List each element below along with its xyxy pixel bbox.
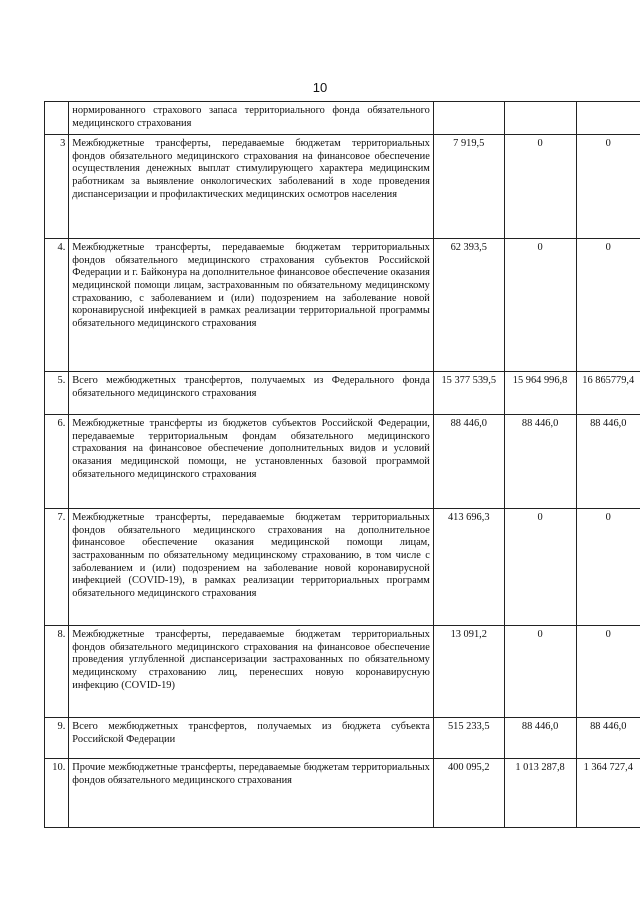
row-value-3: 0: [576, 626, 640, 718]
row-number: 10.: [45, 759, 69, 828]
table-row: [45, 759, 640, 828]
row-value-3: 0: [576, 239, 640, 372]
row-number: 9.: [45, 718, 69, 759]
table-row: [45, 239, 640, 372]
row-value-1: [433, 102, 504, 135]
row-description: Межбюджетные трансферты, передаваемые бюджетам территориальных фондов обязательного медицинского страхования на дополнительное финансовое обеспечение оказания медицинской помощи лицам, застрахованным по обязательному медицинскому страхованию, в том числе с заболеванием и (или) подозрением на заболевание новой коронавирусной инфекцией (COVID-19), в рамках реализации территориальных программ обязательного медицинского страхования: [69, 509, 434, 626]
row-value-2: 0: [504, 239, 576, 372]
row-description: Межбюджетные трансферты из бюджетов субъектов Российской Федерации, передаваемые территориальным фондам обязательного медицинского страхования на финансовое обеспечение дополнительных видов и условий оказания медицинской помощи, не установленных базовой программой обязательного медицинского страхования: [69, 415, 434, 509]
row-description: Всего межбюджетных трансфертов, получаемых из Федерального фонда обязательного медицинского страхования: [69, 372, 434, 415]
row-value-3: 88 446,0: [576, 415, 640, 509]
row-value-2: 88 446,0: [504, 415, 576, 509]
row-value-3: 16 865779,4: [576, 372, 640, 415]
table-row: [45, 626, 640, 718]
row-value-2: [504, 102, 576, 135]
row-value-1: 7 919,5: [433, 135, 504, 239]
table-row: [45, 135, 640, 239]
row-value-3: 0: [576, 135, 640, 239]
row-value-1: 13 091,2: [433, 626, 504, 718]
row-value-1: 413 696,3: [433, 509, 504, 626]
row-description: Прочие межбюджетные трансферты, передаваемые бюджетам территориальных фондов обязательного медицинского страхования: [69, 759, 434, 828]
row-value-2: 88 446,0: [504, 718, 576, 759]
row-value-1: 88 446,0: [433, 415, 504, 509]
row-description: Межбюджетные трансферты, передаваемые бюджетам территориальных фондов обязательного медицинского страхования на финансовое обеспечение осуществления денежных выплат стимулирующего характера медицинским работникам за выявление онкологических заболеваний в ходе проведения диспансеризации и профилактических медицинских осмотров населения: [69, 135, 434, 239]
row-value-3: 0: [576, 509, 640, 626]
row-value-2: 0: [504, 626, 576, 718]
row-value-1: 62 393,5: [433, 239, 504, 372]
row-number: 7.: [45, 509, 69, 626]
row-value-2: 15 964 996,8: [504, 372, 576, 415]
row-number: [45, 102, 69, 135]
row-value-2: 0: [504, 509, 576, 626]
row-number: 8.: [45, 626, 69, 718]
row-value-3: [576, 102, 640, 135]
row-number: 3: [45, 135, 69, 239]
row-description: Межбюджетные трансферты, передаваемые бюджетам территориальных фондов обязательного медицинского страхования субъектов Российской Федерации и г. Байконура на дополнительное финансовое обеспечение оказания медицинской помощи лицам, застрахованным по обязательному медицинскому страхованию, с заболеванием и (или) подозрением на заболевание новой коронавирусной инфекцией в рамках реализации территориальной программы обязательного медицинского страхования: [69, 239, 434, 372]
budget-table: [44, 101, 640, 828]
table-row: [45, 718, 640, 759]
row-number: 4.: [45, 239, 69, 372]
row-value-2: 1 013 287,8: [504, 759, 576, 828]
row-value-1: 15 377 539,5: [433, 372, 504, 415]
table-row: [45, 415, 640, 509]
row-description: нормированного страхового запаса территориального фонда обязательного медицинского страхования: [69, 102, 434, 135]
table-row: [45, 102, 640, 135]
row-description: Всего межбюджетных трансфертов, получаемых из бюджета субъекта Российской Федерации: [69, 718, 434, 759]
row-number: 5.: [45, 372, 69, 415]
table-row: [45, 509, 640, 626]
row-value-3: 88 446,0: [576, 718, 640, 759]
row-value-2: 0: [504, 135, 576, 239]
row-number: 6.: [45, 415, 69, 509]
row-description: Межбюджетные трансферты, передаваемые бюджетам территориальных фондов обязательного медицинского страхования на финансовое обеспечение проведения углубленной диспансеризации застрахованных по обязательному медицинскому страхованию лиц, перенесших новую коронавирусную инфекцию (COVID-19): [69, 626, 434, 718]
row-value-1: 515 233,5: [433, 718, 504, 759]
row-value-3: 1 364 727,4: [576, 759, 640, 828]
row-value-1: 400 095,2: [433, 759, 504, 828]
page-number: 10: [312, 80, 328, 95]
table-row: [45, 372, 640, 415]
